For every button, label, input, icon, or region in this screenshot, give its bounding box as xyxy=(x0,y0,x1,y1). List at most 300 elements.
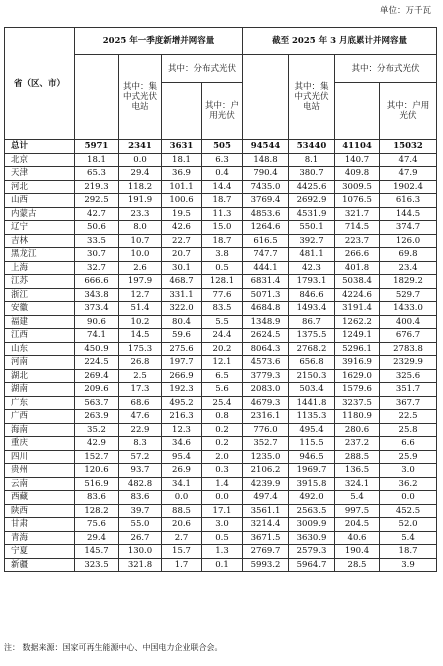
group1-concentrated-header: 其中：集中式光伏电站 xyxy=(119,55,162,140)
value-cell: 4425.6 xyxy=(289,180,335,194)
value-cell: 322.0 xyxy=(162,302,202,316)
table-row xyxy=(5,477,437,491)
value-cell: 373.4 xyxy=(75,302,119,316)
region-name-cell: 青海 xyxy=(5,531,75,545)
table-row xyxy=(5,234,437,248)
value-cell: 550.1 xyxy=(289,221,335,235)
table-row xyxy=(5,410,437,424)
value-cell: 22.9 xyxy=(119,423,162,437)
value-cell: 1579.6 xyxy=(335,383,380,397)
value-cell: 392.7 xyxy=(289,234,335,248)
region-name-cell: 西藏 xyxy=(5,491,75,505)
value-cell: 343.8 xyxy=(75,288,119,302)
region-name-cell: 江西 xyxy=(5,329,75,343)
value-cell: 30.1 xyxy=(162,261,202,275)
value-cell: 1235.0 xyxy=(243,450,289,464)
value-cell: 95.4 xyxy=(162,450,202,464)
value-cell: 452.5 xyxy=(380,504,437,518)
value-cell: 946.5 xyxy=(289,450,335,464)
value-cell: 5.4 xyxy=(380,531,437,545)
value-cell: 275.6 xyxy=(162,342,202,356)
value-cell: 140.7 xyxy=(335,153,380,167)
value-cell: 29.4 xyxy=(75,531,119,545)
value-cell: 1.7 xyxy=(162,558,202,572)
table-row xyxy=(5,356,437,370)
value-cell: 15.7 xyxy=(162,545,202,559)
value-cell: 34.1 xyxy=(162,477,202,491)
value-cell: 1433.0 xyxy=(380,302,437,316)
value-cell: 321.7 xyxy=(335,207,380,221)
value-cell: 495.2 xyxy=(162,396,202,410)
region-name-cell: 天津 xyxy=(5,167,75,181)
table-row xyxy=(5,302,437,316)
region-name-cell: 山东 xyxy=(5,342,75,356)
value-cell: 380.7 xyxy=(289,167,335,181)
value-cell: 120.6 xyxy=(75,464,119,478)
value-cell: 101.1 xyxy=(162,180,202,194)
value-cell: 128.1 xyxy=(202,275,243,289)
value-cell: 36.9 xyxy=(162,167,202,181)
value-cell: 88.5 xyxy=(162,504,202,518)
value-cell: 4531.9 xyxy=(289,207,335,221)
total-row xyxy=(5,140,437,154)
value-cell: 5.6 xyxy=(202,383,243,397)
value-cell: 47.6 xyxy=(119,410,162,424)
region-name-cell: 湖南 xyxy=(5,383,75,397)
value-cell: 4573.6 xyxy=(243,356,289,370)
value-cell: 0.4 xyxy=(202,167,243,181)
value-cell: 0.5 xyxy=(202,261,243,275)
value-cell: 1249.1 xyxy=(335,329,380,343)
value-cell: 2341 xyxy=(119,140,162,154)
value-cell: 2329.9 xyxy=(380,356,437,370)
value-cell: 1629.0 xyxy=(335,369,380,383)
table-row xyxy=(5,383,437,397)
value-cell: 93.7 xyxy=(119,464,162,478)
value-cell: 505 xyxy=(202,140,243,154)
value-cell: 3009.5 xyxy=(335,180,380,194)
value-cell: 35.2 xyxy=(75,423,119,437)
region-name-cell: 海南 xyxy=(5,423,75,437)
value-cell: 32.7 xyxy=(75,261,119,275)
value-cell: 3769.4 xyxy=(243,194,289,208)
table-row xyxy=(5,275,437,289)
value-cell: 1441.8 xyxy=(289,396,335,410)
value-cell: 18.7 xyxy=(202,194,243,208)
value-cell: 152.7 xyxy=(75,450,119,464)
value-cell: 367.7 xyxy=(380,396,437,410)
value-cell: 1076.5 xyxy=(335,194,380,208)
table-row xyxy=(5,153,437,167)
value-cell: 1180.9 xyxy=(335,410,380,424)
table-row xyxy=(5,329,437,343)
region-name-cell: 河北 xyxy=(5,180,75,194)
value-cell: 12.1 xyxy=(202,356,243,370)
value-cell: 3214.4 xyxy=(243,518,289,532)
value-cell: 1902.4 xyxy=(380,180,437,194)
value-cell: 482.8 xyxy=(119,477,162,491)
value-cell: 351.7 xyxy=(380,383,437,397)
value-cell: 26.9 xyxy=(162,464,202,478)
value-cell: 1264.6 xyxy=(243,221,289,235)
region-column-header: 省（区、市） xyxy=(5,28,75,140)
value-cell: 223.7 xyxy=(335,234,380,248)
value-cell: 8064.3 xyxy=(243,342,289,356)
table-row xyxy=(5,369,437,383)
value-cell: 17.3 xyxy=(119,383,162,397)
group2-household-header: 其中：户用光伏 xyxy=(380,83,437,140)
value-cell: 8.0 xyxy=(119,221,162,235)
table-row xyxy=(5,491,437,505)
value-cell: 0.0 xyxy=(380,491,437,505)
value-cell: 18.7 xyxy=(380,545,437,559)
value-cell: 266.9 xyxy=(162,369,202,383)
value-cell: 516.9 xyxy=(75,477,119,491)
value-cell: 3191.4 xyxy=(335,302,380,316)
value-cell: 25.4 xyxy=(202,396,243,410)
group2-header: 截至 2025 年 3 月底累计并网容量 xyxy=(243,28,437,55)
value-cell: 10.7 xyxy=(119,234,162,248)
table-row xyxy=(5,207,437,221)
value-cell: 30.7 xyxy=(75,248,119,262)
value-cell: 2150.3 xyxy=(289,369,335,383)
region-name-cell: 总计 xyxy=(5,140,75,154)
table-row xyxy=(5,504,437,518)
value-cell: 94544 xyxy=(243,140,289,154)
value-cell: 1.3 xyxy=(202,545,243,559)
value-cell: 2.7 xyxy=(162,531,202,545)
table-row xyxy=(5,248,437,262)
value-cell: 5.5 xyxy=(202,315,243,329)
value-cell: 0.8 xyxy=(202,410,243,424)
value-cell: 400.4 xyxy=(380,315,437,329)
value-cell: 204.5 xyxy=(335,518,380,532)
value-cell: 3009.9 xyxy=(289,518,335,532)
table-row xyxy=(5,437,437,451)
value-cell: 3237.5 xyxy=(335,396,380,410)
value-cell: 144.5 xyxy=(380,207,437,221)
value-cell: 0.3 xyxy=(202,464,243,478)
value-cell: 145.7 xyxy=(75,545,119,559)
region-name-cell: 湖北 xyxy=(5,369,75,383)
region-name-cell: 安徽 xyxy=(5,302,75,316)
value-cell: 86.7 xyxy=(289,315,335,329)
value-cell: 997.5 xyxy=(335,504,380,518)
value-cell: 2624.5 xyxy=(243,329,289,343)
value-cell: 4224.6 xyxy=(335,288,380,302)
value-cell: 2563.5 xyxy=(289,504,335,518)
value-cell: 1793.1 xyxy=(289,275,335,289)
value-cell: 266.6 xyxy=(335,248,380,262)
value-cell: 55.0 xyxy=(119,518,162,532)
value-cell: 409.8 xyxy=(335,167,380,181)
value-cell: 47.9 xyxy=(380,167,437,181)
value-cell: 65.3 xyxy=(75,167,119,181)
value-cell: 192.3 xyxy=(162,383,202,397)
value-cell: 20.2 xyxy=(202,342,243,356)
value-cell: 77.6 xyxy=(202,288,243,302)
value-cell: 714.5 xyxy=(335,221,380,235)
group1-total-header xyxy=(75,55,119,140)
value-cell: 209.6 xyxy=(75,383,119,397)
value-cell: 53440 xyxy=(289,140,335,154)
value-cell: 0.5 xyxy=(202,531,243,545)
value-cell: 3.0 xyxy=(202,518,243,532)
value-cell: 4684.8 xyxy=(243,302,289,316)
value-cell: 1135.3 xyxy=(289,410,335,424)
value-cell: 1375.5 xyxy=(289,329,335,343)
value-cell: 42.7 xyxy=(75,207,119,221)
value-cell: 190.4 xyxy=(335,545,380,559)
value-cell: 3779.3 xyxy=(243,369,289,383)
value-cell: 75.6 xyxy=(75,518,119,532)
region-name-cell: 陕西 xyxy=(5,504,75,518)
table-row xyxy=(5,545,437,559)
value-cell: 18.7 xyxy=(202,234,243,248)
value-cell: 118.2 xyxy=(119,180,162,194)
value-cell: 40.6 xyxy=(335,531,380,545)
value-cell: 8.3 xyxy=(119,437,162,451)
value-cell: 68.6 xyxy=(119,396,162,410)
value-cell: 126.0 xyxy=(380,234,437,248)
value-cell: 616.5 xyxy=(243,234,289,248)
value-cell: 4679.3 xyxy=(243,396,289,410)
table-row xyxy=(5,464,437,478)
value-cell: 323.5 xyxy=(75,558,119,572)
value-cell: 10.0 xyxy=(119,248,162,262)
value-cell: 39.7 xyxy=(119,504,162,518)
value-cell: 83.6 xyxy=(119,491,162,505)
value-cell: 495.4 xyxy=(289,423,335,437)
value-cell: 7435.0 xyxy=(243,180,289,194)
value-cell: 47.4 xyxy=(380,153,437,167)
value-cell: 529.7 xyxy=(380,288,437,302)
value-cell: 42.9 xyxy=(75,437,119,451)
value-cell: 19.5 xyxy=(162,207,202,221)
value-cell: 11.3 xyxy=(202,207,243,221)
value-cell: 29.4 xyxy=(119,167,162,181)
value-cell: 401.8 xyxy=(335,261,380,275)
value-cell: 280.6 xyxy=(335,423,380,437)
region-name-cell: 宁夏 xyxy=(5,545,75,559)
value-cell: 3.8 xyxy=(202,248,243,262)
value-cell: 5.4 xyxy=(335,491,380,505)
table-row xyxy=(5,167,437,181)
value-cell: 2769.7 xyxy=(243,545,289,559)
value-cell: 6.6 xyxy=(380,437,437,451)
table-row xyxy=(5,180,437,194)
value-cell: 23.4 xyxy=(380,261,437,275)
table-row xyxy=(5,221,437,235)
value-cell: 0.0 xyxy=(119,153,162,167)
value-cell: 14.5 xyxy=(119,329,162,343)
value-cell: 130.0 xyxy=(119,545,162,559)
value-cell: 57.2 xyxy=(119,450,162,464)
region-name-cell: 吉林 xyxy=(5,234,75,248)
value-cell: 2768.2 xyxy=(289,342,335,356)
value-cell: 100.6 xyxy=(162,194,202,208)
value-cell: 5971 xyxy=(75,140,119,154)
value-cell: 374.7 xyxy=(380,221,437,235)
table-row xyxy=(5,315,437,329)
value-cell: 325.6 xyxy=(380,369,437,383)
value-cell: 115.5 xyxy=(289,437,335,451)
value-cell: 3671.5 xyxy=(243,531,289,545)
value-cell: 5964.7 xyxy=(289,558,335,572)
value-cell: 17.1 xyxy=(202,504,243,518)
value-cell: 616.3 xyxy=(380,194,437,208)
value-cell: 0.1 xyxy=(202,558,243,572)
group2-distributed-header: 其中：分布式光伏 xyxy=(335,55,437,83)
table-row xyxy=(5,288,437,302)
value-cell: 0.2 xyxy=(202,437,243,451)
value-cell: 34.6 xyxy=(162,437,202,451)
value-cell: 481.1 xyxy=(289,248,335,262)
group1-distributed-header: 其中：分布式光伏 xyxy=(162,55,243,83)
value-cell: 3631 xyxy=(162,140,202,154)
value-cell: 237.2 xyxy=(335,437,380,451)
value-cell: 1829.2 xyxy=(380,275,437,289)
value-cell: 80.4 xyxy=(162,315,202,329)
value-cell: 0.2 xyxy=(202,423,243,437)
value-cell: 42.6 xyxy=(162,221,202,235)
value-cell: 42.3 xyxy=(289,261,335,275)
value-cell: 776.0 xyxy=(243,423,289,437)
region-name-cell: 黑龙江 xyxy=(5,248,75,262)
value-cell: 33.5 xyxy=(75,234,119,248)
value-cell: 52.0 xyxy=(380,518,437,532)
region-name-cell: 辽宁 xyxy=(5,221,75,235)
table-row xyxy=(5,396,437,410)
value-cell: 15032 xyxy=(380,140,437,154)
value-cell: 10.2 xyxy=(119,315,162,329)
region-name-cell: 广西 xyxy=(5,410,75,424)
value-cell: 25.8 xyxy=(380,423,437,437)
value-cell: 3630.9 xyxy=(289,531,335,545)
value-cell: 219.3 xyxy=(75,180,119,194)
value-cell: 444.1 xyxy=(243,261,289,275)
group1-distributed-total-header xyxy=(162,83,202,140)
table-row xyxy=(5,423,437,437)
value-cell: 503.4 xyxy=(289,383,335,397)
value-cell: 24.4 xyxy=(202,329,243,343)
value-cell: 14.4 xyxy=(202,180,243,194)
value-cell: 6.5 xyxy=(202,369,243,383)
group1-header: 2025 年一季度新增并网容量 xyxy=(75,28,243,55)
value-cell: 1262.2 xyxy=(335,315,380,329)
value-cell: 26.8 xyxy=(119,356,162,370)
value-cell: 321.8 xyxy=(119,558,162,572)
value-cell: 3.9 xyxy=(380,558,437,572)
value-cell: 69.8 xyxy=(380,248,437,262)
value-cell: 3561.1 xyxy=(243,504,289,518)
value-cell: 197.7 xyxy=(162,356,202,370)
value-cell: 2.5 xyxy=(119,369,162,383)
source-note: 注： 数据来源：国家可再生能源中心、中国电力企业联合会。 xyxy=(4,643,223,652)
value-cell: 5071.3 xyxy=(243,288,289,302)
value-cell: 2579.3 xyxy=(289,545,335,559)
value-cell: 197.9 xyxy=(119,275,162,289)
value-cell: 18.1 xyxy=(75,153,119,167)
value-cell: 41104 xyxy=(335,140,380,154)
region-name-cell: 内蒙古 xyxy=(5,207,75,221)
value-cell: 288.5 xyxy=(335,450,380,464)
value-cell: 15.0 xyxy=(202,221,243,235)
value-cell: 74.1 xyxy=(75,329,119,343)
value-cell: 2106.2 xyxy=(243,464,289,478)
region-name-cell: 江苏 xyxy=(5,275,75,289)
value-cell: 0.0 xyxy=(162,491,202,505)
value-cell: 175.3 xyxy=(119,342,162,356)
value-cell: 25.9 xyxy=(380,450,437,464)
value-cell: 1969.7 xyxy=(289,464,335,478)
unit-label: 单位：万千瓦 xyxy=(379,6,431,16)
group2-distributed-total-header xyxy=(335,83,380,140)
value-cell: 2692.9 xyxy=(289,194,335,208)
value-cell: 36.2 xyxy=(380,477,437,491)
value-cell: 4853.6 xyxy=(243,207,289,221)
value-cell: 18.1 xyxy=(162,153,202,167)
value-cell: 216.3 xyxy=(162,410,202,424)
region-name-cell: 四川 xyxy=(5,450,75,464)
value-cell: 26.7 xyxy=(119,531,162,545)
value-cell: 747.7 xyxy=(243,248,289,262)
table-row xyxy=(5,261,437,275)
value-cell: 5296.1 xyxy=(335,342,380,356)
table-row xyxy=(5,450,437,464)
value-cell: 352.7 xyxy=(243,437,289,451)
value-cell: 8.1 xyxy=(289,153,335,167)
value-cell: 83.6 xyxy=(75,491,119,505)
value-cell: 1.4 xyxy=(202,477,243,491)
value-cell: 492.0 xyxy=(289,491,335,505)
value-cell: 5038.4 xyxy=(335,275,380,289)
region-name-cell: 河南 xyxy=(5,356,75,370)
value-cell: 292.5 xyxy=(75,194,119,208)
value-cell: 2.0 xyxy=(202,450,243,464)
value-cell: 20.6 xyxy=(162,518,202,532)
value-cell: 148.8 xyxy=(243,153,289,167)
value-cell: 6831.4 xyxy=(243,275,289,289)
value-cell: 136.5 xyxy=(335,464,380,478)
table-row xyxy=(5,342,437,356)
region-name-cell: 云南 xyxy=(5,477,75,491)
group2-total-header xyxy=(243,55,289,140)
value-cell: 83.5 xyxy=(202,302,243,316)
group2-concentrated-header: 其中：集中式光伏电站 xyxy=(289,55,335,140)
value-cell: 224.5 xyxy=(75,356,119,370)
region-name-cell: 浙江 xyxy=(5,288,75,302)
value-cell: 666.6 xyxy=(75,275,119,289)
value-cell: 28.5 xyxy=(335,558,380,572)
value-cell: 22.7 xyxy=(162,234,202,248)
region-name-cell: 上海 xyxy=(5,261,75,275)
region-name-cell: 重庆 xyxy=(5,437,75,451)
value-cell: 50.6 xyxy=(75,221,119,235)
value-cell: 12.3 xyxy=(162,423,202,437)
value-cell: 324.1 xyxy=(335,477,380,491)
value-cell: 790.4 xyxy=(243,167,289,181)
capacity-table xyxy=(4,27,437,572)
region-name-cell: 福建 xyxy=(5,315,75,329)
value-cell: 23.3 xyxy=(119,207,162,221)
value-cell: 4239.9 xyxy=(243,477,289,491)
value-cell: 12.7 xyxy=(119,288,162,302)
value-cell: 846.6 xyxy=(289,288,335,302)
value-cell: 0.0 xyxy=(202,491,243,505)
value-cell: 1493.4 xyxy=(289,302,335,316)
value-cell: 563.7 xyxy=(75,396,119,410)
